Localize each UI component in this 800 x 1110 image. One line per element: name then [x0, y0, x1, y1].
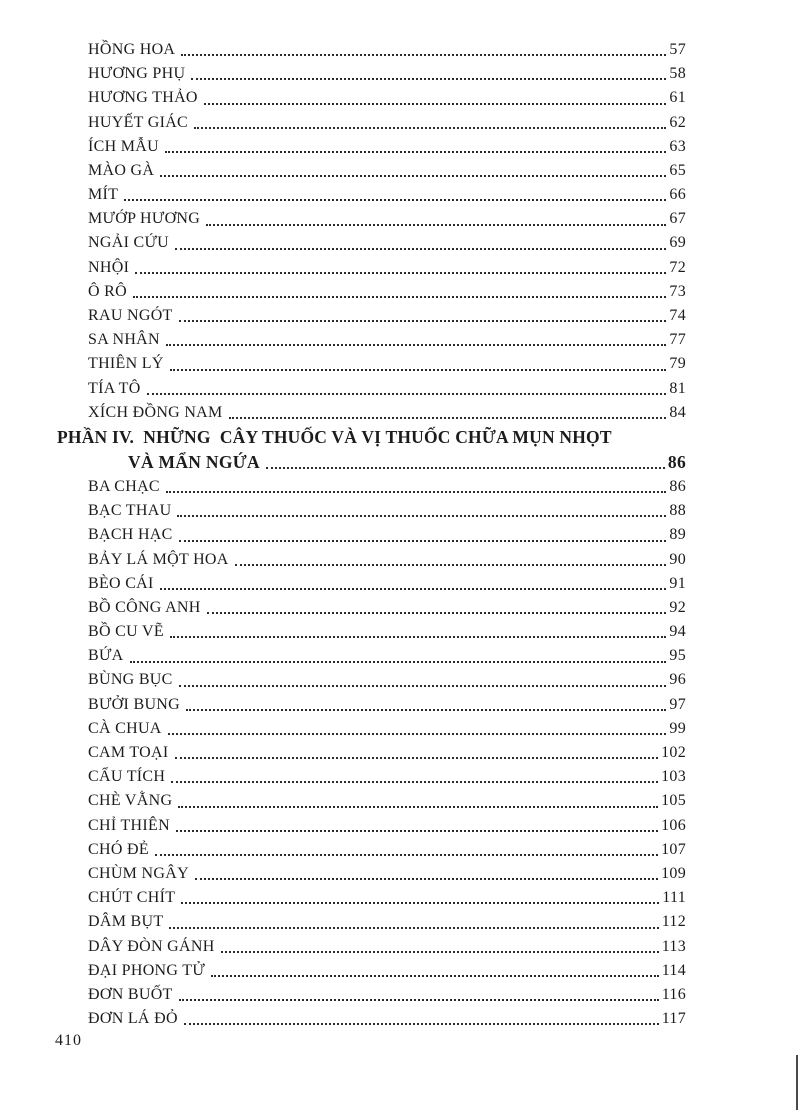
toc-entry — [57, 644, 686, 668]
toc-entry — [57, 401, 686, 425]
toc-entry-page: 116 — [661, 985, 686, 1003]
dot-leader — [155, 854, 658, 856]
toc-entry-title: HƯƠNG THẢO — [88, 89, 198, 107]
toc-entry — [57, 135, 686, 159]
toc-entry-title: XÍCH ĐỒNG NAM — [88, 403, 223, 421]
toc-entry — [57, 304, 686, 328]
toc-entry-title: MƯỚP HƯƠNG — [88, 210, 201, 228]
toc-entry-page: 112 — [661, 913, 686, 931]
toc-entry — [57, 256, 686, 280]
dot-leader — [175, 248, 666, 250]
toc-entry — [57, 838, 686, 862]
toc-entry-page: 62 — [669, 113, 686, 131]
toc-entry-title: BỨA — [88, 647, 124, 665]
dot-leader — [195, 878, 658, 880]
toc-entry-title: TÍA TÔ — [88, 379, 141, 397]
dot-leader — [211, 975, 659, 977]
dot-leader — [266, 467, 665, 469]
toc-entry-page: 79 — [669, 355, 686, 373]
toc-entry-page: 74 — [669, 307, 686, 325]
dot-leader — [166, 491, 666, 493]
toc-entry — [57, 620, 686, 644]
toc-entry-page: 57 — [669, 40, 686, 58]
dot-leader — [166, 344, 667, 346]
toc-entry — [57, 935, 686, 959]
dot-leader — [124, 199, 666, 201]
toc-entry-page: 73 — [669, 282, 686, 300]
toc-entry-page: 72 — [669, 258, 686, 276]
toc-entry-title: CHÈ VẰNG — [88, 792, 173, 810]
dot-leader — [169, 927, 658, 929]
toc-entry-title: MÀO GÀ — [88, 161, 155, 179]
toc-entry — [57, 328, 686, 352]
dot-leader — [165, 151, 666, 153]
toc-entry — [57, 475, 686, 499]
toc-entry-page: 103 — [661, 768, 686, 786]
dot-leader — [168, 733, 667, 735]
toc-entry-page: 65 — [669, 161, 686, 179]
toc-entry-title: CAM TOẠI — [88, 744, 169, 762]
toc-entry-page: 77 — [669, 331, 686, 349]
toc-entry-title: ĐẠI PHONG TỬ — [88, 961, 206, 979]
toc-entry — [57, 983, 686, 1007]
toc-entry-page: 94 — [669, 623, 686, 641]
toc-entry-title: BẠC THAU — [88, 502, 172, 520]
toc-entry — [57, 789, 686, 813]
dot-leader — [130, 661, 667, 663]
dot-leader — [186, 709, 666, 711]
toc-entry — [57, 523, 686, 547]
toc-entry-title: BỒ CU VẼ — [88, 623, 164, 641]
dot-leader — [204, 103, 667, 105]
dot-leader — [176, 830, 658, 832]
toc-entry-title: BÈO CÁI — [88, 574, 154, 592]
toc-entry — [57, 959, 686, 983]
toc-entry-title: ĐƠN LÁ ĐỎ — [88, 1010, 178, 1028]
dot-leader — [179, 320, 667, 322]
dot-leader — [177, 515, 666, 517]
toc-entry — [57, 814, 686, 838]
toc-entry — [57, 693, 686, 717]
dot-leader — [160, 175, 666, 177]
toc-entry-page: 111 — [662, 889, 686, 907]
toc-entry-title: HƯƠNG PHỤ — [88, 65, 186, 83]
toc-entry-title: DÂY ĐÒN GÁNH — [88, 937, 215, 955]
dot-leader — [181, 54, 666, 56]
scan-edge-artifact — [796, 1055, 798, 1110]
toc-entry — [57, 572, 686, 596]
dot-leader — [206, 224, 666, 226]
toc-entry — [57, 377, 686, 401]
toc-entry-title: MÍT — [88, 186, 119, 204]
toc-entry-title: CHÓ ĐẺ — [88, 840, 149, 858]
toc-entry — [57, 741, 686, 765]
toc-entry — [57, 862, 686, 886]
toc-entry-title: DÂM BỤT — [88, 913, 164, 931]
dot-leader — [235, 564, 667, 566]
dot-leader — [181, 902, 659, 904]
toc-entry-page: 66 — [669, 186, 686, 204]
section-title-line2: VÀ MẨN NGỨA — [128, 452, 260, 472]
toc-entry-title: CHÚT CHÍT — [88, 889, 176, 907]
toc-entry-page: 61 — [669, 89, 686, 107]
section-title-line1: PHẦN IV. NHỮNG CÂY THUỐC VÀ VỊ THUỐC CHỮA MỤN NHỌT — [57, 427, 612, 447]
dot-leader — [135, 272, 666, 274]
toc-entry-page: 96 — [669, 671, 686, 689]
toc-entry — [57, 86, 686, 110]
toc-entry-page: 91 — [669, 574, 686, 592]
dot-leader — [184, 1023, 659, 1025]
toc-entry-page: 92 — [669, 598, 686, 616]
toc-entry-page: 89 — [669, 526, 686, 544]
toc-entry-title: SA NHÂN — [88, 331, 160, 349]
dot-leader — [171, 781, 658, 783]
dot-leader — [179, 999, 659, 1001]
toc-entry-page: 113 — [661, 937, 686, 955]
toc-entry-title: HUYẾT GIÁC — [88, 113, 189, 131]
toc-entry-title: ÍCH MẪU — [88, 137, 159, 155]
toc-entry-page: 109 — [661, 864, 686, 882]
toc-entry — [57, 207, 686, 231]
toc-entry-page: 105 — [661, 792, 686, 810]
toc-entry-title: BẢY LÁ MỘT HOA — [88, 550, 229, 568]
toc-entry — [57, 669, 686, 693]
dot-leader — [170, 636, 666, 638]
toc-entry-title: ĐƠN BUỐT — [88, 985, 173, 1003]
toc-entry-page: 97 — [669, 695, 686, 713]
toc-entry — [57, 232, 686, 256]
toc-entry-page: 90 — [669, 550, 686, 568]
dot-leader — [133, 296, 666, 298]
toc-entry-page: 67 — [669, 210, 686, 228]
toc-section-entry — [57, 450, 686, 475]
dot-leader — [221, 951, 659, 953]
toc-entry-title: CHỈ THIÊN — [88, 816, 170, 834]
toc-entry-page: 86 — [669, 477, 686, 495]
toc-entry-title: BƯỞI BUNG — [88, 695, 181, 713]
toc-entry — [57, 280, 686, 304]
toc-entry — [57, 38, 686, 62]
page-number: 410 — [55, 1032, 82, 1049]
toc-entry-title: BA CHẠC — [88, 477, 160, 495]
toc-entry-page: 69 — [669, 234, 686, 252]
toc-entry — [57, 111, 686, 135]
toc-entry-page: 99 — [669, 719, 686, 737]
dot-leader — [207, 612, 667, 614]
dot-leader — [160, 588, 667, 590]
toc-entry-title: RAU NGÓT — [88, 307, 173, 325]
toc-entry-page: 95 — [669, 647, 686, 665]
toc-entry — [57, 910, 686, 934]
toc-entry-page: 107 — [661, 840, 686, 858]
toc-entry-title: BỒ CÔNG ANH — [88, 598, 201, 616]
dot-leader — [178, 806, 658, 808]
toc-entry-page: 81 — [669, 379, 686, 397]
toc-entry — [57, 717, 686, 741]
toc-entry-title: BẠCH HẠC — [88, 526, 173, 544]
dot-leader — [194, 127, 666, 129]
toc-entry — [57, 499, 686, 523]
dot-leader — [179, 685, 667, 687]
dot-leader — [147, 393, 667, 395]
toc-entry-title: HỒNG HOA — [88, 40, 176, 58]
toc-entry — [57, 548, 686, 572]
toc-section-heading — [57, 425, 686, 475]
dot-leader — [179, 540, 667, 542]
toc-entry — [57, 886, 686, 910]
toc-entry-page: 102 — [661, 744, 686, 762]
toc-entry — [57, 183, 686, 207]
dot-leader — [229, 417, 667, 419]
toc-entry-title: THIÊN LÝ — [88, 355, 164, 373]
toc-entry — [57, 62, 686, 86]
toc-entry-title: CÀ CHUA — [88, 719, 162, 737]
toc-entry-title: NGẢI CỨU — [88, 234, 170, 252]
toc-entry-title: Ô RÔ — [88, 282, 127, 300]
dot-leader — [175, 757, 659, 759]
toc-entry-page: 63 — [669, 137, 686, 155]
toc-entry — [57, 1007, 686, 1031]
dot-leader — [191, 78, 666, 80]
toc-entry-page: 84 — [669, 403, 686, 421]
section-page: 86 — [667, 452, 686, 472]
toc-entry-page: 114 — [661, 961, 686, 979]
toc-entry-page: 58 — [669, 65, 686, 83]
toc-entry — [57, 596, 686, 620]
toc-entry-page: 117 — [661, 1010, 686, 1028]
toc-entry-title: CẨU TÍCH — [88, 768, 166, 786]
toc-entry-page: 88 — [669, 502, 686, 520]
toc-entry — [57, 765, 686, 789]
toc-entry-page: 106 — [661, 816, 686, 834]
toc-entry-title: BÙNG BỤC — [88, 671, 173, 689]
dot-leader — [170, 369, 667, 371]
table-of-contents — [57, 38, 686, 1031]
toc-entry — [57, 352, 686, 376]
toc-entry-title: CHÙM NGÂY — [88, 864, 189, 882]
toc-entry-title: NHỘI — [88, 258, 130, 276]
toc-entry — [57, 159, 686, 183]
